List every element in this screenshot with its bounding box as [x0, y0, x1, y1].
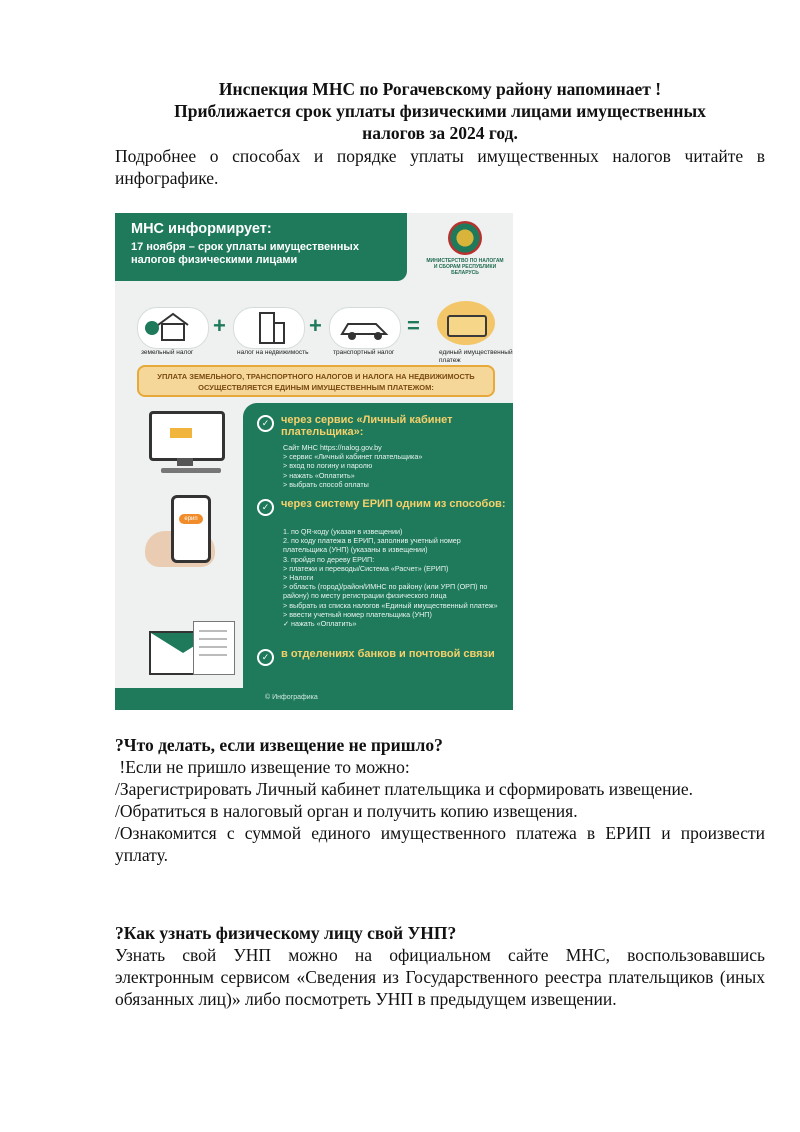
infographic-subtitle: 17 ноября – срок уплаты имущественных налогов физическими лицами — [131, 241, 359, 266]
faq-item: /Зарегистрировать Личный кабинет плательщика и сформировать извещение. — [115, 779, 694, 799]
equals-sign: = — [407, 313, 420, 338]
faq-lead: !Если не пришло извещение то можно: — [115, 757, 410, 777]
tax-equation — [137, 295, 513, 364]
infographic-header — [115, 213, 407, 281]
car-icon — [329, 307, 401, 349]
emblem-icon — [448, 221, 482, 255]
faq-item: /Обратиться в налоговый орган и получить копию извещения. — [115, 801, 578, 821]
tax-label-property: налог на недвижимость — [237, 349, 309, 356]
monitor-stand — [177, 458, 193, 466]
faq-section-unp — [115, 922, 765, 1010]
building-icon — [233, 307, 305, 349]
erip-logo: ерип — [179, 514, 203, 524]
infographic-credit: © Инфографика — [265, 694, 318, 701]
document-icon — [193, 621, 235, 675]
house-icon — [137, 307, 209, 349]
faq-question: ?Что делать, если извещение не пришло? — [115, 735, 443, 755]
faq-answer: Узнать свой УНП можно на официальном сайте МНС, воспользовавшись электронным сервисом «Сведения из Государственного реестра плательщиков (иных обязанных лиц)» либо посмотреть УНП в предыдущем извещении. — [115, 945, 765, 1009]
check-circle-icon: ✓ — [257, 499, 274, 516]
ministry-logo — [425, 221, 505, 287]
title-line-3: налогов за 2024 год. — [362, 123, 518, 143]
tax-label-single-payment: единый имущественный платеж — [439, 349, 513, 364]
document-title — [115, 78, 765, 144]
infographic — [115, 213, 513, 710]
payment-banner: УПЛАТА ЗЕМЕЛЬНОГО, ТРАНСПОРТНОГО НАЛОГОВ И НАЛОГА НА НЕДВИЖИМОСТЬ ОСУЩЕСТВЛЯЕТСЯ ЕДИНЫМ ИМУЩЕСТВЕННЫМ ПЛАТЕЖОМ: — [137, 365, 495, 397]
tax-label-land: земельный налог — [141, 349, 194, 356]
tax-label-transport: транспортный налог — [333, 349, 395, 356]
phone-icon — [171, 495, 211, 563]
personal-cabinet-steps: Сайт МНС https://nalog.gov.by > сервис «Личный кабинет плательщика» > вход по логину и паролю > нажать «Оплатить» > выбрать способ оплаты — [283, 443, 423, 489]
check-circle-icon: ✓ — [257, 415, 274, 432]
infographic-title: МНС информирует: — [131, 221, 272, 237]
plus-sign: + — [309, 313, 322, 338]
infographic-footer — [115, 688, 513, 710]
payment-card-icon — [437, 301, 495, 345]
computer-icon — [149, 411, 225, 461]
faq-section-notice — [115, 734, 765, 866]
logo-caption: МИНИСТЕРСТВО ПО НАЛОГАМ И СБОРАМ РЕСПУБЛИКИ БЕЛАРУСЬ — [426, 258, 504, 276]
title-line-2: Приближается срок уплаты физическими лицами имущественных — [174, 101, 706, 121]
check-circle-icon: ✓ — [257, 649, 274, 666]
erip-steps: 1. по QR-коду (указан в извещении) 2. по коду платежа в ЕРИП, заполнив учетный номер плательщика (УНП) (указаны в извещении) 3. пройдя по дереву ЕРИП: > платежи и переводы/Система «Расчет» (ЕРИП) > Налоги > область (город)/район/ИМНС по району (или УРП (ОРП) по району) по месту регистрации физического лица > выбрать из списка налогов «Единый имущественный платеж» > ввести учетный номер плательщика (УНП) ✓ нажать «Оплатить» — [283, 527, 498, 629]
faq-question: ?Как узнать физическому лицу свой УНП? — [115, 923, 457, 943]
keyboard-icon — [161, 468, 221, 473]
plus-sign: + — [213, 313, 226, 338]
payment-methods-panel: ✓ через сервис «Личный кабинет плательщика»: Сайт МНС https://nalog.gov.by > сервис «Личный кабинет плательщика» > вход по логину и паролю > нажать «Оплатить» > выбрать способ оплаты ✓ через систему ЕРИП одним из способов: 1. по QR-коду (указан в извещении) 2. по коду платежа в ЕРИП, заполнив учетный номер плательщика (УНП) (указаны в извещении) 3. пройдя по дереву ЕРИП: > платежи и переводы/Система «Расчет» (ЕРИП) > Налоги > область (город)/район/ИМНС по району (или УРП (ОРП) по району) по месту регистрации физического лица > выбрать из списка налогов «Единый имущественный платеж» > ввести учетный номер плательщика (УНП) ✓ нажать «Оплатить» ✓ в отделениях банков и почтовой связи — [243, 403, 513, 688]
document-page — [115, 78, 765, 189]
title-line-1: Инспекция МНС по Рогачевскому району напоминает ! — [218, 79, 662, 99]
faq-item: /Ознакомится с суммой единого имущественного платежа в ЕРИП и произвести уплату. — [115, 823, 765, 865]
intro-paragraph: Подробнее о способах и порядке уплаты имущественных налогов читайте в инфографике. — [115, 146, 765, 188]
